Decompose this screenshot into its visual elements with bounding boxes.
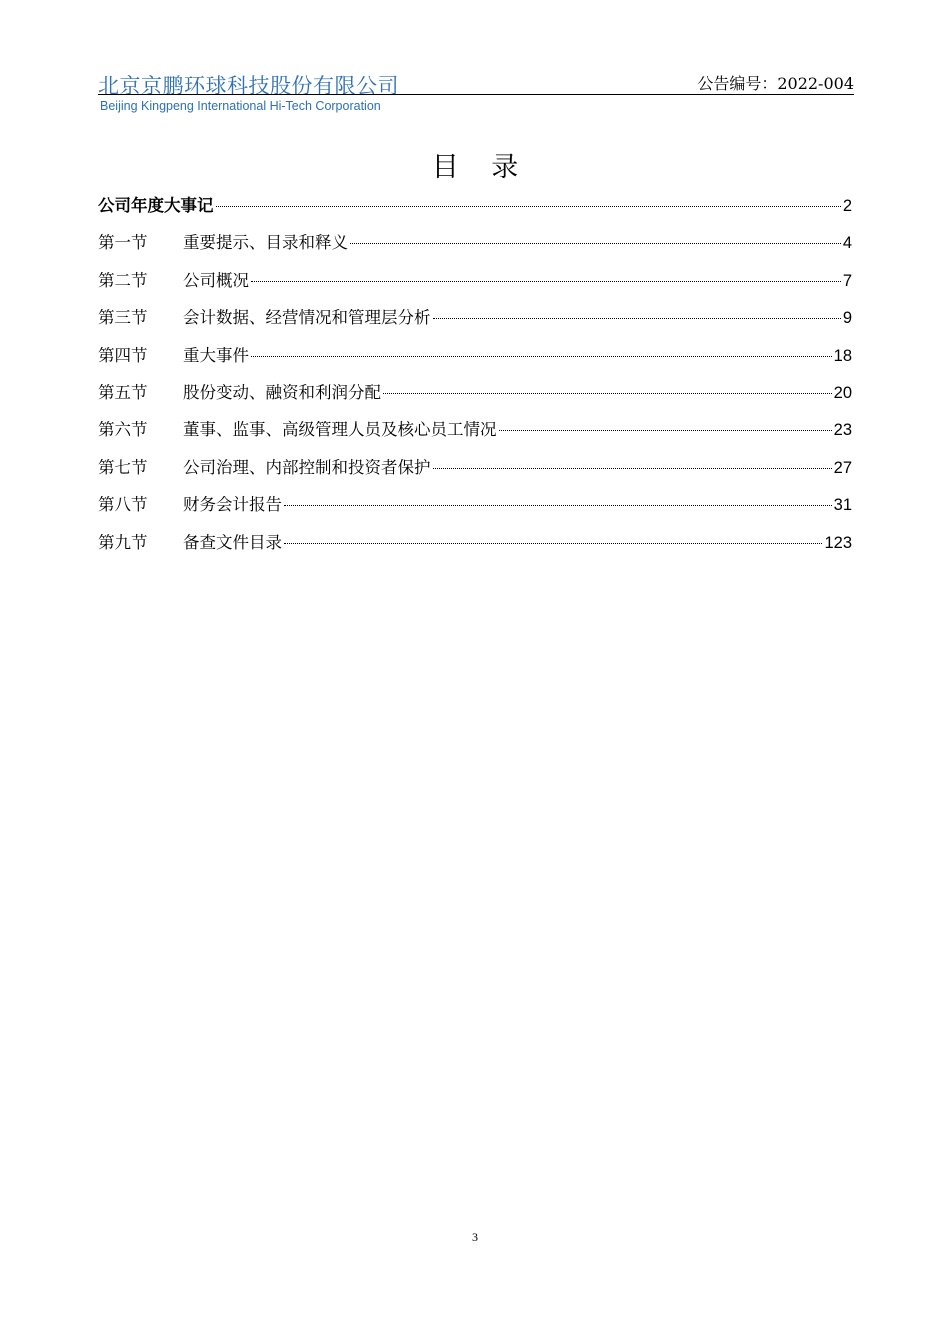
toc-entry-title: 股份变动、融资和利润分配 [183,382,381,402]
toc-leader [383,393,832,394]
toc-entry-title: 重大事件 [183,345,249,365]
toc-entry[interactable] [98,194,852,231]
toc-leader [499,430,832,431]
toc-entry[interactable] [98,344,852,381]
toc-entry-title: 备查文件目录 [183,532,282,552]
toc-entry-section: 第七节 [98,457,148,477]
toc-entry-page: 2 [842,197,852,215]
toc-entry-title: 公司治理、内部控制和投资者保护 [183,457,431,477]
toc-entry-section: 第二节 [98,270,148,290]
toc-leader [433,318,841,319]
toc-entry-section: 第九节 [98,532,148,552]
page-header [98,68,854,116]
toc-entry[interactable] [98,456,852,493]
toc-entry-title: 重要提示、目录和释义 [183,233,348,253]
toc-entry[interactable] [98,269,852,306]
toc-entry-page: 20 [833,383,852,402]
toc-entry-title: 财务会计报告 [183,495,282,515]
toc-entry[interactable] [98,381,852,418]
toc-entry-section: 第八节 [98,495,148,515]
company-name-cn: 北京京鹏环球科技股份有限公司 [98,74,399,98]
toc-entry[interactable] [98,306,852,343]
toc-leader [350,243,841,244]
toc-entry-page: 123 [824,533,852,552]
toc-leader [216,206,841,207]
toc-entry[interactable] [98,231,852,268]
toc-leader [433,468,832,469]
toc-leader [251,281,841,282]
page-number: 3 [472,1230,478,1244]
toc-leader [284,543,822,544]
toc-entry[interactable] [98,493,852,530]
toc-entry-page: 7 [842,271,852,290]
toc-leader [251,356,832,357]
toc-entry-page: 23 [833,421,852,440]
toc-entry-section: 第五节 [98,382,148,402]
header-rule [98,94,854,95]
toc-entry[interactable] [98,418,852,455]
toc-entry-title: 会计数据、经营情况和管理层分析 [183,308,431,328]
toc-entry-title: 董事、监事、高级管理人员及核心员工情况 [183,420,497,440]
toc-entry-page: 4 [842,234,852,253]
toc-entry-page: 18 [833,346,852,365]
toc-entry[interactable] [98,531,852,568]
toc-entry-page: 27 [833,458,852,477]
announcement-number: 公告编号：2022-004 [697,74,854,93]
toc-entry-section: 第一节 [98,233,148,253]
company-name-en: Beijing Kingpeng International Hi-Tech Corporation [100,99,381,113]
toc-entry-title: 公司年度大事记 [98,196,214,215]
toc-entry-title: 公司概况 [183,270,249,290]
toc-entry-page: 31 [833,496,852,515]
toc-title: 目 录 [431,152,531,183]
toc-entry-section: 第六节 [98,420,148,440]
toc-entry-section: 第四节 [98,345,148,365]
toc-entry-section: 第三节 [98,308,148,328]
table-of-contents [98,194,852,568]
toc-entry-page: 9 [842,309,852,328]
toc-leader [284,505,832,506]
